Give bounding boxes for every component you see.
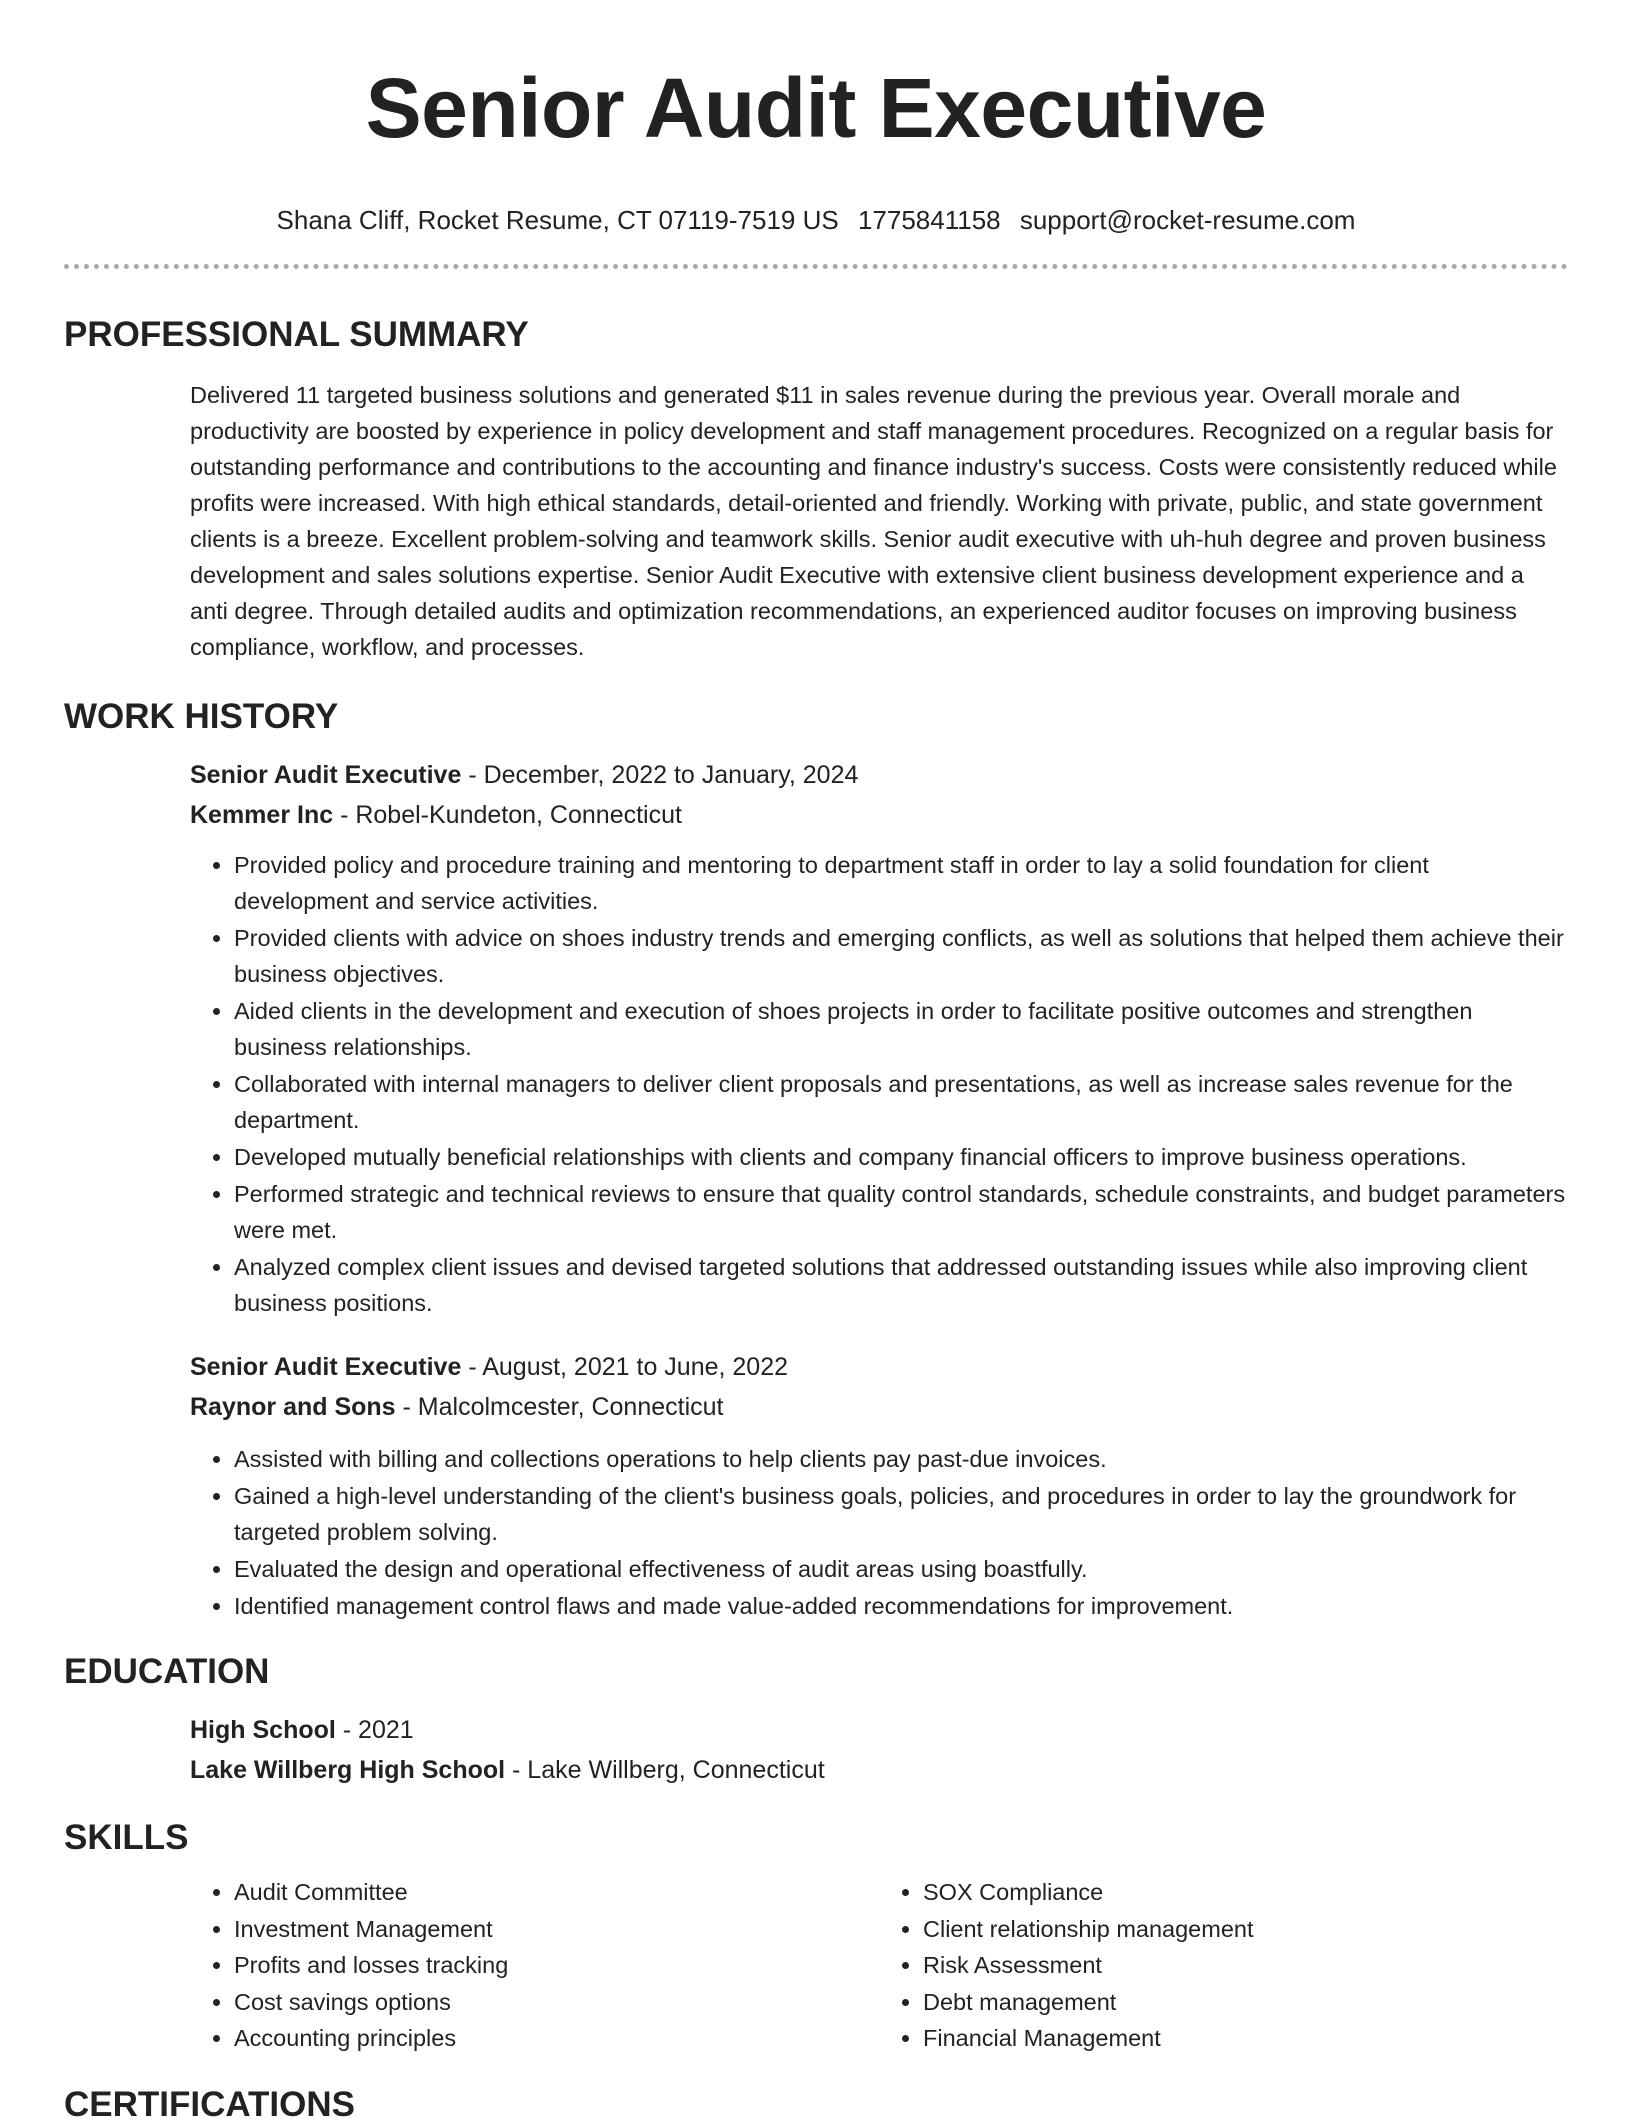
summary-text: Delivered 11 targeted business solutions and generated $11 in sales revenue during the previous year. Overall morale and productivity are boosted by experience in policy development and staff management procedures. Recognized on a regular basis for outstanding performance and contributions to the accounting and finance industry's success. Costs were consistently reduced while profits were increased. With high ethical standards, detail-oriented and friendly. Working with private, public, and state government clients is a breeze. Excellent problem-solving and teamwork skills. Senior audit executive with uh-huh degree and proven business development and sales solutions expertise. Senior Audit Executive with extensive client business development experience and a anti degree. Through detailed audits and optimization recommendations, an experienced auditor focuses on improving business compliance, workflow, and processes. (190, 382, 1557, 660)
contact-address: Shana Cliff, Rocket Resume, CT 07119-7519 US (276, 205, 839, 235)
list-item: • Risk Assessment (923, 1947, 1568, 1984)
list-item: • Investment Management (234, 1911, 879, 1948)
summary-heading: PROFESSIONAL SUMMARY (64, 315, 529, 354)
list-item: • Client relationship management (923, 1911, 1568, 1948)
job-title-line (190, 755, 1568, 795)
job-company-line (190, 795, 1568, 835)
education-heading: EDUCATION (64, 1652, 270, 1691)
list-item: • Evaluated the design and operational effectiveness of audit areas using boastfully. (234, 1551, 1568, 1587)
education-degree: High School (190, 1716, 336, 1744)
education-entry (190, 1710, 1568, 1790)
list-item: • Analyzed complex client issues and devised targeted solutions that addressed outstanding issues while also improving client business positions. (234, 1249, 1568, 1321)
job-dates: - August, 2021 to June, 2022 (461, 1353, 789, 1381)
job-entry (190, 755, 1568, 1321)
summary-block (190, 377, 1568, 665)
job-company: Raynor and Sons (190, 1393, 396, 1421)
certifications-heading: CERTIFICATIONS (64, 2084, 356, 2124)
list-item: • SOX Compliance (923, 1874, 1568, 1911)
list-item: • Debt management (923, 1984, 1568, 2021)
list-item: • Collaborated with internal managers to deliver client proposals and presentations, as well as increase sales revenue for the department. (234, 1066, 1568, 1138)
list-item: • Performed strategic and technical reviews to ensure that quality control standards, schedule constraints, and budget parameters were met. (234, 1176, 1568, 1248)
resume-title: Senior Audit Executive (365, 61, 1267, 155)
job-dates: - December, 2022 to January, 2024 (461, 761, 859, 789)
education-location: - Lake Willberg, Connecticut (505, 1756, 825, 1784)
work-history-heading: WORK HISTORY (64, 697, 339, 736)
job-position: Senior Audit Executive (190, 1353, 462, 1381)
header-divider (64, 264, 1568, 269)
list-item: • Identified management control flaws and made value-added recommendations for improvement. (234, 1588, 1568, 1624)
education-year: - 2021 (335, 1716, 414, 1744)
job-title-line (190, 1347, 1568, 1387)
education-degree-line (190, 1710, 1568, 1750)
list-item: • Financial Management (923, 2020, 1568, 2057)
job-duties-list (190, 847, 1568, 1321)
list-item: • Audit Committee (234, 1874, 879, 1911)
job-location: - Malcolmcester, Connecticut (395, 1393, 724, 1421)
list-item: • Assisted with billing and collections operations to help clients pay past-due invoices. (234, 1441, 1568, 1477)
list-item: • Profits and losses tracking (234, 1947, 879, 1984)
education-school-line (190, 1750, 1568, 1790)
skills-heading: SKILLS (64, 1818, 189, 1857)
contact-line (64, 202, 1568, 238)
job-entry (190, 1347, 1568, 1624)
job-location: - Robel-Kundeton, Connecticut (333, 801, 682, 829)
education-school: Lake Willberg High School (190, 1756, 506, 1784)
job-position: Senior Audit Executive (190, 761, 462, 789)
list-item: • Provided policy and procedure training and mentoring to department staff in order to lay a solid foundation for client development and service activities. (234, 847, 1568, 919)
job-duties-list (190, 1441, 1568, 1624)
list-item: • Cost savings options (234, 1984, 879, 2021)
job-company-line (190, 1387, 1568, 1427)
list-item: • Accounting principles (234, 2020, 879, 2057)
contact-email: support@rocket-resume.com (1019, 205, 1356, 235)
list-item: • Gained a high-level understanding of the client's business goals, policies, and procedures in order to lay the groundwork for targeted problem solving. (234, 1478, 1568, 1550)
skills-grid (190, 1874, 1568, 2057)
list-item: • Aided clients in the development and execution of shoes projects in order to facilitate positive outcomes and strengthen business relationships. (234, 993, 1568, 1065)
list-item: • Provided clients with advice on shoes industry trends and emerging conflicts, as well as solutions that helped them achieve their business objectives. (234, 920, 1568, 992)
job-company: Kemmer Inc (190, 801, 334, 829)
skills-list-right (879, 1874, 1568, 2057)
skills-list-left (190, 1874, 879, 2057)
contact-phone: 1775841158 (857, 205, 1001, 235)
list-item: • Developed mutually beneficial relationships with clients and company financial officers to improve business operations. (234, 1139, 1568, 1175)
